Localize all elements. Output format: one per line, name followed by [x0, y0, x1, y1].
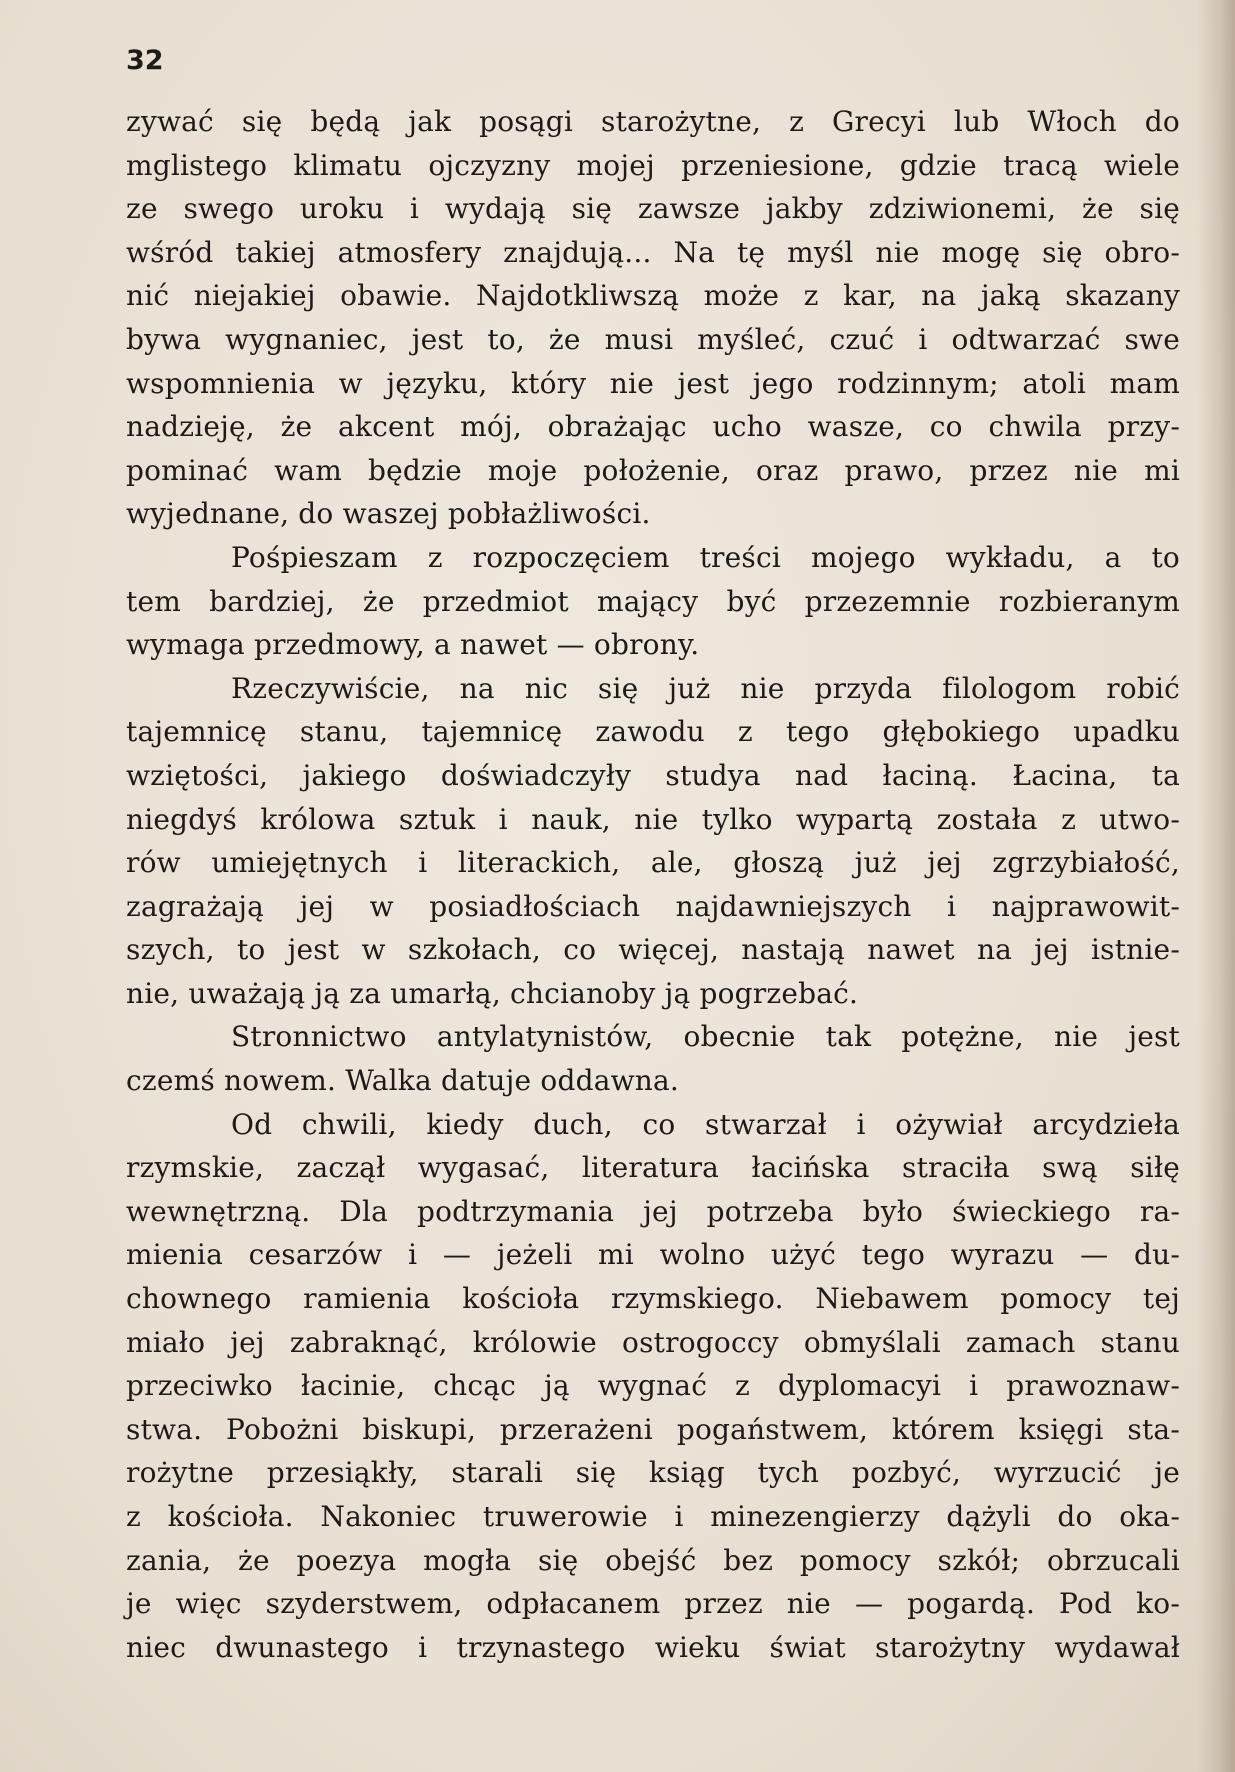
text-line: mienia cesarzów i — jeżeli mi wolno użyć tego wyrazu — du- [126, 1238, 1180, 1272]
text-line: przeciwko łacinie, chcąc ją wygnać z dyplomacyi i prawoznaw- [126, 1369, 1180, 1403]
text-line: bywa wygnaniec, jest to, że musi myśleć, czuć i odtwarzać swe [126, 322, 1180, 356]
text-line: wymaga przedmowy, a nawet — obrony. [126, 628, 700, 662]
text-line: mglistego klimatu ojczyzny mojej przeniesione, gdzie tracą wiele [126, 148, 1180, 182]
text-line: miało jej zabraknąć, królowie ostrogoccy obmyślali zamach stanu [126, 1325, 1180, 1359]
text-line: wspomnienia w języku, który nie jest jego rodzinnym; atoli mam [126, 366, 1180, 400]
text-line: tajemnicę stanu, tajemnicę zawodu z tego głębokiego upadku [126, 715, 1180, 749]
text-line: Stronnictwo antylatynistów, obecnie tak potężne, nie jest [231, 1020, 1180, 1054]
text-line: czemś nowem. Walka datuje oddawna. [126, 1064, 680, 1098]
text-line: nadzieję, że akcent mój, obrażając ucho wasze, co chwila przy- [126, 410, 1180, 444]
text-line: niec dwunastego i trzynastego wieku świat starożytny wydawał [126, 1630, 1180, 1664]
page-edge-shadow [1197, 0, 1235, 1772]
text-line: je więc szyderstwem, odpłacanem przez nie — pogardą. Pod ko- [126, 1587, 1180, 1621]
body-text [126, 100, 1180, 1669]
text-line: pominać wam będzie moje położenie, oraz prawo, przez nie mi [126, 453, 1180, 487]
text-line: rożytne przesiąkły, starali się ksiąg tych pozbyć, wyrzucić je [126, 1456, 1180, 1490]
text-line: zagrażają jej w posiadłościach najdawniejszych i najprawowit- [126, 889, 1180, 923]
text-line: ze swego uroku i wydają się zawsze jakby zdziwionemi, że się [126, 192, 1180, 226]
text-line: rów umiejętnych i literackich, ale, głoszą już jej zgrzybiałość, [126, 846, 1180, 880]
text-line: wziętości, jakiego doświadczyły studya nad łaciną. Łacina, ta [126, 758, 1180, 792]
text-line: niegdyś królowa sztuk i nauk, nie tylko wypartą została z utwo- [126, 802, 1180, 836]
text-line: Rzeczywiście, na nic się już nie przyda filologom robić [231, 671, 1180, 705]
text-line: wyjednane, do waszej pobłażliwości. [126, 497, 651, 531]
text-line: zywać się będą jak posągi starożytne, z Grecyi lub Włoch do [126, 105, 1180, 138]
text-line: nić niejakiej obawie. Najdotkliwszą może z kar, na jaką skazany [126, 279, 1180, 313]
text-line: tem bardziej, że przedmiot mający być przezemnie rozbieranym [126, 584, 1180, 618]
text-line: z kościoła. Nakoniec truwerowie i minezengierzy dążyli do oka- [126, 1500, 1180, 1533]
text-line: nie, uważają ją za umarłą, chcianoby ją pogrzebać. [126, 976, 859, 1010]
text-line: stwa. Pobożni biskupi, przerażeni pogaństwem, którem księgi sta- [126, 1412, 1180, 1446]
text-line: Pośpieszam z rozpoczęciem treści mojego wykładu, a to [231, 540, 1180, 574]
text-line: rzymskie, zaczął wygasać, literatura łacińska straciła swą siłę [126, 1151, 1180, 1185]
text-line: szych, to jest w szkołach, co więcej, nastają nawet na jej istnie- [126, 933, 1180, 967]
text-line: wewnętrzną. Dla podtrzymania jej potrzeba było świeckiego ra- [126, 1194, 1180, 1228]
text-line: zania, że poezya mogła się obejść bez pomocy szkół; obrzucali [126, 1543, 1180, 1577]
text-line: chownego ramienia kościoła rzymskiego. Niebawem pomocy tej [126, 1282, 1180, 1316]
text-line: wśród takiej atmosfery znajdują... Na tę myśl nie mogę się obro- [126, 235, 1180, 269]
text-line: Od chwili, kiedy duch, co stwarzał i ożywiał arcydzieła [231, 1107, 1180, 1141]
page-number: 32 [126, 45, 164, 76]
